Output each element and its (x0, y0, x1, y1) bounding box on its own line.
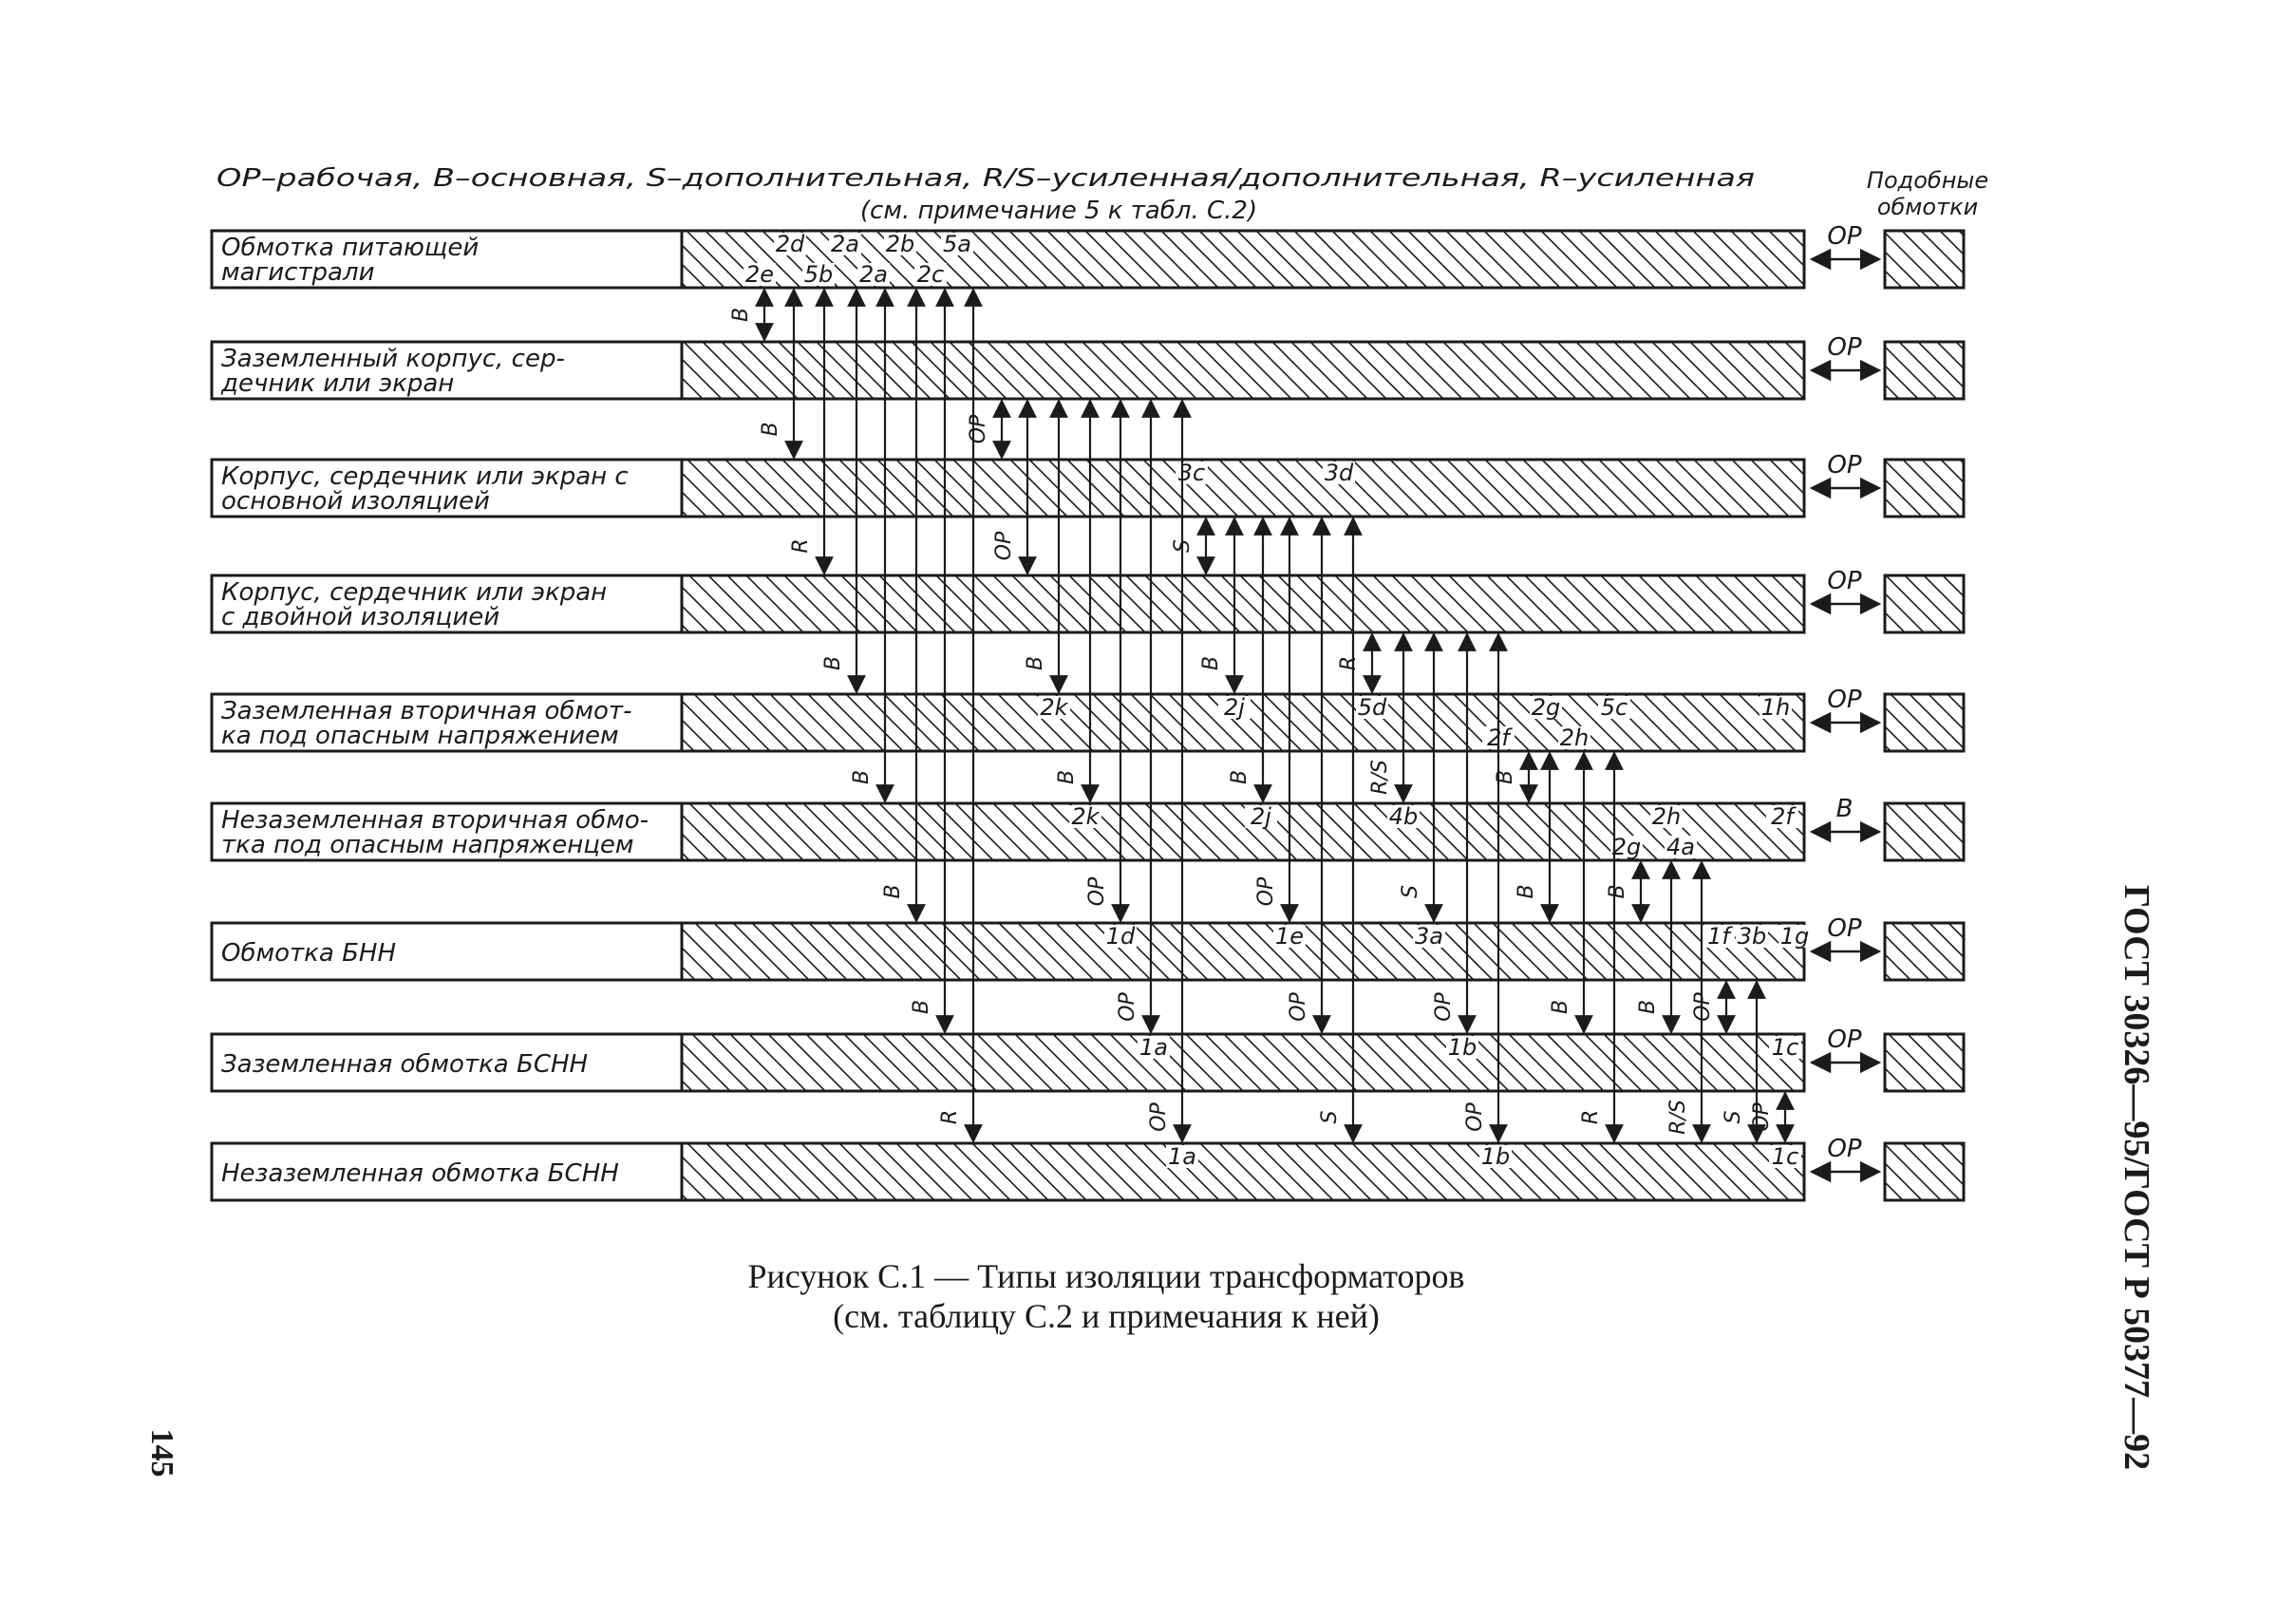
insulation-tag: 5c (1600, 694, 1628, 721)
insulation-type-mark: R (1337, 655, 1361, 671)
insulation-type-mark: OP (1691, 992, 1715, 1022)
insulation-tag: 5b (803, 261, 834, 288)
insulation-type-mark: B (1606, 884, 1629, 899)
winding-label-text: ка под опасным напряжением (221, 722, 619, 750)
winding-row (212, 795, 1964, 860)
insulation-type-mark: B (850, 769, 874, 785)
insulation-tag: 2j (1251, 803, 1271, 830)
winding-label-text: магистрали (221, 258, 375, 287)
similar-winding-box (1885, 923, 1964, 980)
winding-bar (682, 923, 1804, 980)
insulation-type-mark: OP (992, 531, 1016, 561)
insulation-tag: 2g (1531, 694, 1561, 721)
winding-label-text: Незаземленная обмотка БСНН (221, 1159, 619, 1188)
insulation-type-mark: OP (1116, 992, 1139, 1022)
winding-bar (682, 575, 1804, 632)
insulation-tag: 1a (1139, 1034, 1168, 1061)
winding-row (212, 333, 1964, 399)
similar-winding-insulation-label: OP (1827, 567, 1862, 595)
similar-windings-header-1: Подобные (1866, 167, 1989, 194)
insulation-tag: 1h (1760, 694, 1791, 721)
winding-row (212, 1135, 1964, 1200)
insulation-tag: 5d (1357, 694, 1387, 721)
insulation-tag: 2e (744, 261, 775, 288)
similar-winding-insulation-label: B (1835, 795, 1854, 823)
similar-winding-box (1885, 231, 1964, 288)
similar-winding-insulation-label: OP (1827, 451, 1862, 480)
insulation-type-mark: OP (967, 414, 990, 444)
insulation-tag: 1b (1480, 1143, 1511, 1170)
legend-line-2: (см. примечание 5 к табл. C.2) (859, 197, 1258, 225)
winding-label-text: дечник или экран (221, 369, 455, 398)
winding-bar (682, 1143, 1804, 1200)
insulation-tag: 2c (916, 261, 945, 288)
winding-label-text: Обмотка питающей (221, 234, 480, 262)
insulation-type-mark: S (1399, 885, 1422, 898)
winding-row (212, 567, 1964, 632)
insulation-tag: 1a (1168, 1143, 1196, 1170)
figure-caption-line-2: (см. таблицу С.2 и примечания к ней) (833, 1297, 1380, 1335)
insulation-type-mark: B (881, 884, 905, 899)
insulation-type-mark: B (1024, 655, 1047, 671)
insulation-type-mark: B (759, 422, 782, 437)
winding-row (212, 222, 1964, 288)
insulation-type-mark: S (1318, 1110, 1342, 1124)
similar-winding-box (1885, 460, 1964, 517)
insulation-tag: 2g (1611, 834, 1642, 860)
insulation-type-mark: OP (1147, 1102, 1171, 1132)
insulation-type-mark: OP (1254, 876, 1278, 907)
insulation-tag: 2b (885, 231, 915, 257)
similar-winding-insulation-label: OP (1827, 686, 1862, 714)
insulation-type-mark: OP (1432, 992, 1456, 1022)
insulation-type-mark: R (789, 538, 813, 554)
insulation-type-mark: B (910, 999, 933, 1015)
insulation-tag: 2k (1040, 694, 1068, 721)
insulation-type-mark: OP (1085, 876, 1109, 907)
insulation-type-mark: R (1579, 1109, 1603, 1125)
winding-row (212, 686, 1964, 751)
winding-label-text: Заземленная вторичная обмот- (221, 697, 632, 725)
similar-winding-box (1885, 575, 1964, 632)
similar-winding-box (1885, 803, 1964, 860)
insulation-tag: 2a (859, 261, 888, 288)
similar-winding-insulation-label: OP (1827, 1135, 1862, 1163)
insulation-type-mark: OP (1750, 1102, 1774, 1132)
insulation-type-mark: S (1171, 539, 1195, 553)
winding-label-text: Корпус, сердечник или экран с (221, 462, 629, 491)
insulation-type-mark: B (1636, 999, 1660, 1015)
insulation-tag: 5a (943, 231, 971, 257)
insulation-tag: 2j (1224, 694, 1245, 721)
insulation-tag: 1g (1779, 923, 1810, 950)
insulation-type-mark: R (938, 1109, 962, 1125)
insulation-tag: 2f (1487, 725, 1510, 751)
winding-bar (682, 1034, 1804, 1091)
similar-windings-header-2: обмотки (1876, 194, 1979, 220)
similar-winding-insulation-label: OP (1827, 222, 1862, 251)
winding-label-text: тка под опасным напряженцем (221, 831, 634, 859)
insulation-type-mark: S (1722, 1110, 1745, 1124)
similar-winding-box (1885, 694, 1964, 751)
insulation-type-mark: B (821, 655, 845, 671)
insulation-type-mark: B (729, 307, 753, 323)
insulation-type-mark: B (1055, 769, 1079, 785)
insulation-tag: 2a (831, 231, 859, 257)
insulation-tag: 1d (1105, 923, 1136, 950)
insulation-tag: 3c (1177, 460, 1206, 486)
winding-bar (682, 342, 1804, 399)
insulation-type-mark: OP (1287, 992, 1310, 1022)
winding-label-text: Обмотка БНН (221, 939, 397, 968)
winding-label-text: Незаземленная вторичная обмо- (221, 806, 649, 835)
similar-winding-insulation-label: OP (1827, 333, 1862, 362)
page-number: 145 (144, 1428, 179, 1478)
insulation-tag: 3d (1324, 460, 1354, 486)
insulation-type-mark: R/S (1368, 760, 1392, 795)
winding-label-text: Заземленная обмотка БСНН (221, 1050, 589, 1079)
insulation-tag: 2f (1771, 803, 1794, 830)
insulation-type-mark: B (1228, 769, 1252, 785)
insulation-tag: 1f (1707, 923, 1730, 950)
document-side-title: ГОСТ 30326—95/ГОСТ Р 50377—92 (2117, 884, 2156, 1471)
legend-line-1: OP–рабочая, B–основная, S–дополнительная, R/S–усиленная/дополнительная, R–усиленная (216, 164, 1755, 193)
insulation-tag: 1c (1771, 1143, 1799, 1170)
similar-winding-box (1885, 1034, 1964, 1091)
similar-winding-box (1885, 342, 1964, 399)
insulation-tag: 2h (1651, 803, 1682, 830)
insulation-tag: 4b (1388, 803, 1419, 830)
insulation-tag: 3a (1415, 923, 1443, 950)
figure-caption-line-1: Рисунок С.1 — Типы изоляции трансформаторов (747, 1257, 1465, 1295)
winding-bar (682, 460, 1804, 517)
similar-winding-box (1885, 1143, 1964, 1200)
winding-label-text: Заземленный корпус, сер- (221, 345, 565, 373)
similar-winding-insulation-label: OP (1827, 1026, 1862, 1054)
insulation-type-mark: B (1494, 769, 1517, 785)
winding-label-text: с двойной изоляцией (221, 603, 500, 631)
insulation-type-mark: B (1199, 655, 1223, 671)
insulation-type-mark: OP (1463, 1102, 1487, 1132)
insulation-tag: 1b (1447, 1034, 1477, 1061)
insulation-tag: 2h (1559, 725, 1590, 751)
insulation-tag: 1c (1771, 1034, 1799, 1061)
insulation-tag: 3b (1737, 923, 1767, 950)
insulation-tag: 2d (775, 231, 805, 257)
insulation-tag: 4a (1666, 834, 1695, 860)
insulation-tag: 2k (1071, 803, 1100, 830)
winding-row (212, 451, 1964, 517)
insulation-type-mark: B (1515, 884, 1538, 899)
winding-label-text: основной изоляцией (221, 487, 490, 516)
insulation-type-mark: B (1549, 999, 1572, 1015)
winding-label-text: Корпус, сердечник или экран (221, 578, 608, 607)
insulation-type-mark: R/S (1666, 1100, 1690, 1135)
insulation-tag: 1e (1274, 923, 1305, 950)
similar-winding-insulation-label: OP (1827, 914, 1862, 943)
